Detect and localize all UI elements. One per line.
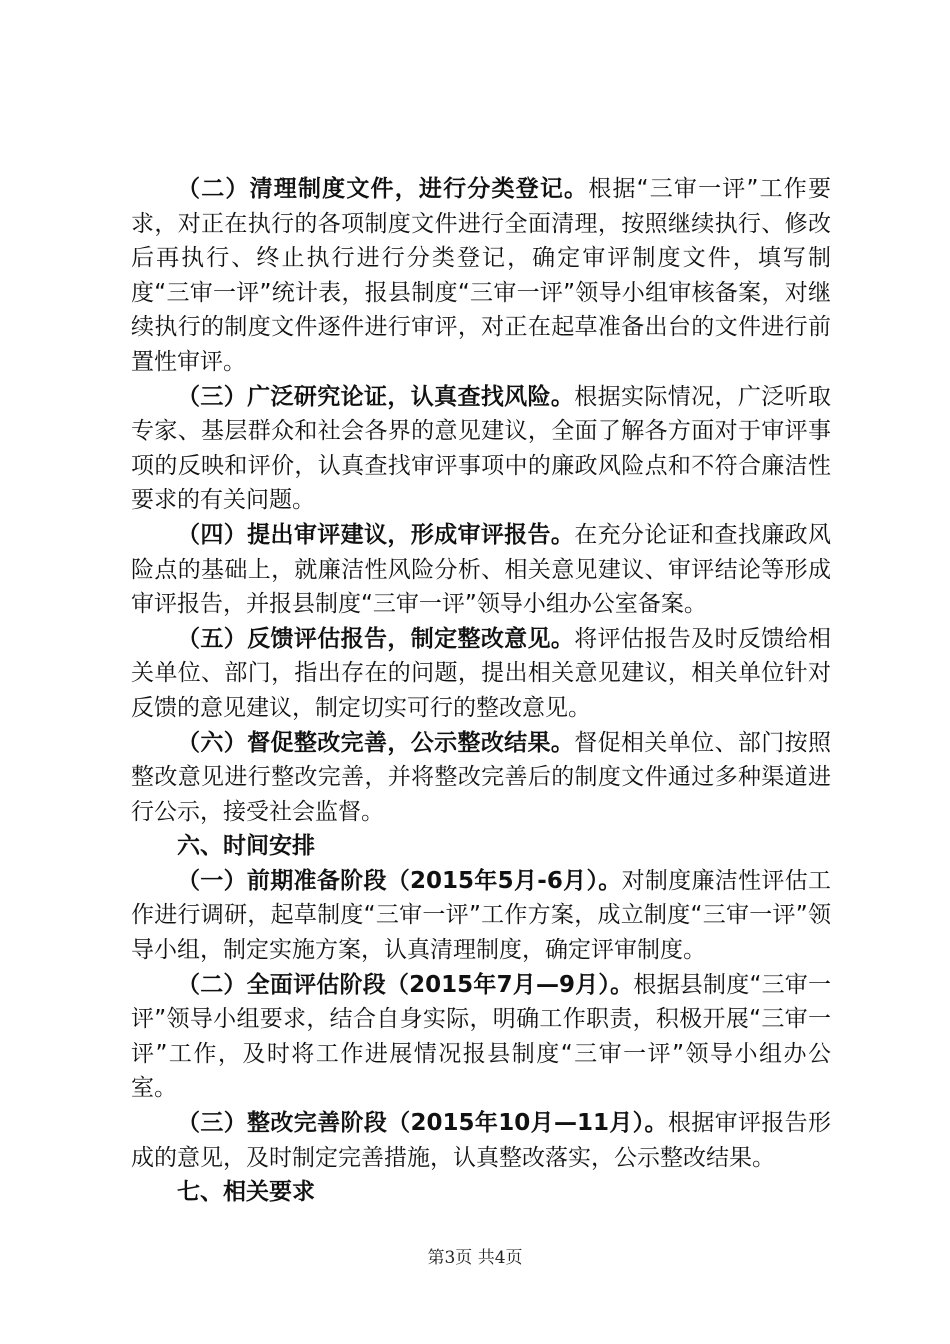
paragraph-heading: （三）整改完善阶段（2015年10月—11月）。: [177, 1110, 668, 1137]
paragraph-text: 督促相关单位、部门按照整改意见进行整改完善，并将整改完善后的制度文件通过多种渠道进行公示，接受社会监督。: [131, 729, 832, 825]
paragraph-phase-preparation: [131, 864, 831, 968]
paragraph-text: 将评估报告及时反馈给相关单位、部门，指出存在的问题，提出相关意见建议，相关单位针对反馈的意见建议，制定切实可行的整改意见。: [131, 625, 832, 721]
paragraph-text: 对制度廉洁性评估工作进行调研，起草制度“三审一评”工作方案，成立制度“三审一评”领导小组，制定实施方案，认真清理制度，确定评审制度。: [131, 867, 831, 964]
paragraph-heading: （五）反馈评估报告，制定整改意见。: [177, 625, 575, 652]
paragraph-heading: （一）前期准备阶段（2015年5月-6月）。: [177, 867, 622, 894]
paragraph-research: [131, 380, 831, 518]
section-heading-requirements: 七、相关要求: [177, 1179, 315, 1206]
paragraph-clean-documents: [131, 172, 831, 380]
paragraph-heading: （二）全面评估阶段（2015年7月—9月）。: [177, 971, 634, 998]
paragraph-rectification: [131, 726, 831, 830]
paragraph-heading: （四）提出审评建议，形成审评报告。: [177, 521, 575, 548]
paragraph-phase-rectification: [131, 1106, 831, 1175]
paragraph-review-report: [131, 518, 831, 622]
paragraph-text: 根据审评报告形成的意见，及时制定完善措施，认真整改落实，公示整改结果。: [131, 1110, 832, 1171]
paragraph-feedback: [131, 622, 831, 726]
paragraph-text: 根据实际情况，广泛听取专家、基层群众和社会各界的意见建议，全面了解各方面对于审评事项的反映和评价，认真查找审评事项中的廉政风险点和不符合廉洁性要求的有关问题。: [131, 383, 832, 514]
paragraph-heading: （六）督促整改完善，公示整改结果。: [177, 729, 575, 756]
page-footer: 第3页 共4页: [427, 1248, 523, 1268]
paragraph-text: 在充分论证和查找廉政风险点的基础上，就廉洁性风险分析、相关意见建议、审评结论等形成审评报告，并报县制度“三审一评”领导小组办公室备案。: [131, 521, 832, 618]
document-body: [131, 172, 831, 1210]
paragraph-text: 根据县制度“三审一评”领导小组要求，结合自身实际，明确工作职责，积极开展“三审一评”工作，及时将工作进展情况报县制度“三审一评”领导小组办公室。: [131, 971, 831, 1102]
paragraph-heading: （三）广泛研究论证，认真查找风险。: [177, 383, 575, 410]
section-heading-schedule: 六、时间安排: [177, 833, 315, 860]
paragraph-text: 根据“三审一评”工作要求，对正在执行的各项制度文件进行全面清理，按照继续执行、修改后再执行、终止执行进行分类登记，确定审评制度文件，填写制度“三审一评”统计表，报县制度“三审一评”领导小组审核备案，对继续执行的制度文件逐件进行审评，对正在起草准备出台的文件进行前置性审评。: [131, 176, 831, 375]
paragraph-heading: （二）清理制度文件，进行分类登记。: [177, 176, 589, 202]
paragraph-phase-evaluation: [131, 968, 831, 1106]
